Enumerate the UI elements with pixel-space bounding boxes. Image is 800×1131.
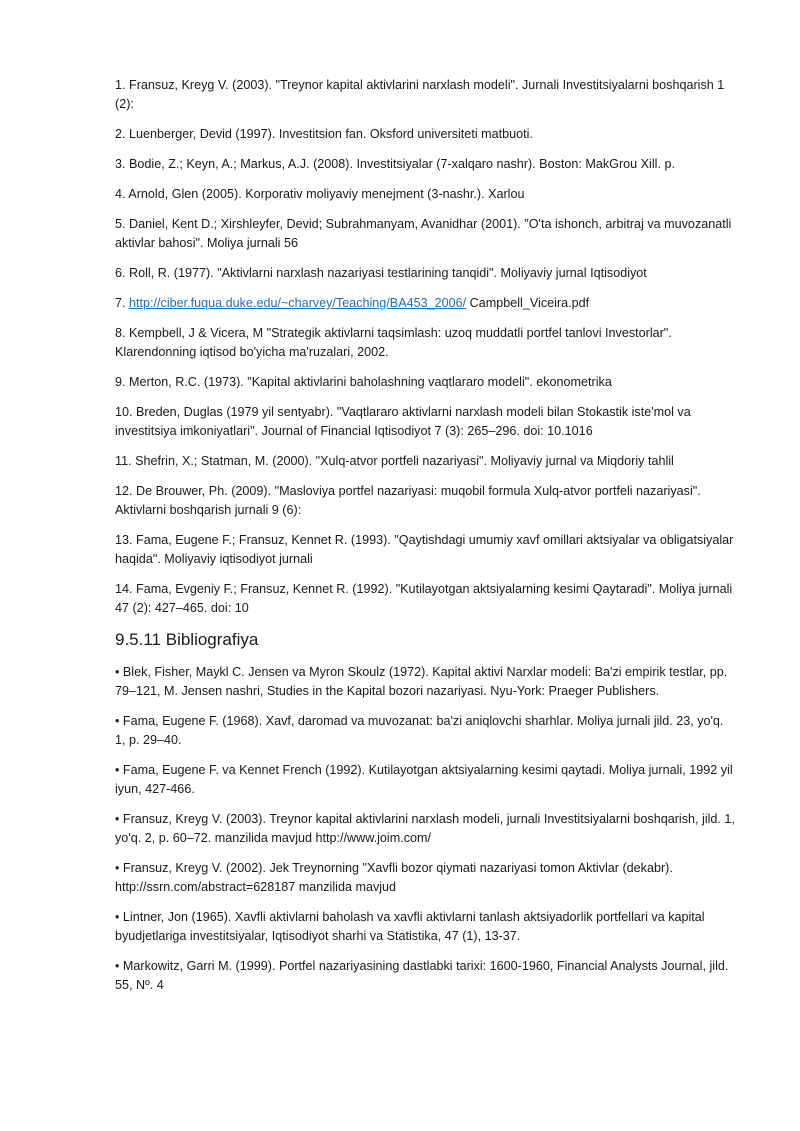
reference-filename: Campbell_Viceira.pdf <box>466 296 590 310</box>
bibliography-item: • Fransuz, Kreyg V. (2003). Treynor kapital aktivlarini narxlash modeli, jurnali Investitsiyalarni boshqarish, jild. 1, yo'q. 2, p. 60–72. manzilida mavjud http://www.joim.com/ <box>115 812 735 845</box>
reference-item: 5. Daniel, Kent D.; Xirshleyfer, Devid; Subrahmanyam, Avanidhar (2001). "O'ta ishonch, arbitraj va muvozanatli aktivlar bahosi". Moliya jurnali 56 <box>115 217 732 250</box>
reference-item: 9. Merton, R.C. (1973). "Kapital aktivlarini baholashning vaqtlararo modeli". ekonometrika <box>115 375 612 389</box>
reference-item: 13. Fama, Eugene F.; Fransuz, Kennet R. (1993). "Qaytishdagi umumiy xavf omillari aktsiyalar va obligatsiyalar haqida". Moliyaviy iqtisodiyot jurnali <box>115 533 734 566</box>
reference-item: 4. Arnold, Glen (2005). Korporativ moliyaviy menejment (3-nashr.). Xarlou <box>115 187 525 201</box>
reference-number: 7. <box>115 296 130 310</box>
reference-item: 12. De Brouwer, Ph. (2009). "Masloviya portfel nazariyasi: muqobil formula Xulq-atvor portfeli nazariyasi". Aktivlarni boshqarish jurnali 9 (6): <box>115 484 701 517</box>
reference-item: 3. Bodie, Z.; Keyn, A.; Markus, A.J. (2008). Investitsiyalar (7-xalqaro nashr). Boston: MakGrou Xill. p. <box>115 157 675 171</box>
bibliography-item: • Fransuz, Kreyg V. (2002). Jek Treynorning "Xavfli bozor qiymati nazariyasi tomon Aktivlar (dekabr). http://ssrn.com/abstract=628187 manzilida mavjud <box>115 861 673 894</box>
bibliography-item: • Blek, Fisher, Maykl C. Jensen va Myron Skoulz (1972). Kapital aktivi Narxlar modeli: Ba'zi empirik testlar, pp. 79–121, M. Jensen nashri, Studies in the Kapital bozori nazariyasi. Nyu-York: Praeger Publishers. <box>115 665 728 698</box>
reference-item: 8. Kempbell, J & Vicera, M "Strategik aktivlarni taqsimlash: uzoq muddatli portfel tanlovi Investorlar". Klarendonning iqtisod bo'yicha ma'ruzalari, 2002. <box>115 326 672 359</box>
bibliography-item: • Markowitz, Garri M. (1999). Portfel nazariyasining dastlabki tarixi: 1600-1960, Financial Analysts Journal, jild. 55, Nº. 4 <box>115 959 729 992</box>
reference-item: 10. Breden, Duglas (1979 yil sentyabr). "Vaqtlararo aktivlarni narxlash modeli bilan Stokastik iste'mol va investitsiya imkoniyatlari". Journal of Financial Iqtisodiyot 7 (3): 265–296. doi: 10.1016 <box>115 405 691 438</box>
reference-item: 1. Fransuz, Kreyg V. (2003). "Treynor kapital aktivlarini narxlash modeli". Jurnali Investitsiyalarni boshqarish 1 (2): <box>115 78 725 111</box>
section-heading: 9.5.11 Bibliografiya <box>115 630 259 649</box>
reference-item: 14. Fama, Evgeniy F.; Fransuz, Kennet R. (1992). "Kutilayotgan aktsiyalarning kesimi Qaytaradi". Moliya jurnali 47 (2): 427–465. doi: 10 <box>115 582 733 615</box>
reference-item-link <box>115 294 735 313</box>
bibliography-item: • Fama, Eugene F. va Kennet French (1992). Kutilayotgan aktsiyalarning kesimi qaytadi. Moliya jurnali, 1992 yil iyun, 427-466. <box>115 763 733 796</box>
bibliography-item: • Fama, Eugene F. (1968). Xavf, daromad va muvozanat: ba'zi aniqlovchi sharhlar. Moliya jurnali jild. 23, yo'q. 1, p. 29–40. <box>115 714 724 747</box>
bibliography-item: • Lintner, Jon (1965). Xavfli aktivlarni baholash va xavfli aktivlarni tanlash aktsiyadorlik portfellari va kapital byudjetlariga investitsiyalar, Iqtisodiyot sharhi va Statistika, 47 (1), 13-37. <box>115 910 705 943</box>
reference-item: 2. Luenberger, Devid (1997). Investitsion fan. Oksford universiteti matbuoti. <box>115 127 533 141</box>
reference-item: 11. Shefrin, X.; Statman, M. (2000). "Xulq-atvor portfeli nazariyasi". Moliyaviy jurnal va Miqdoriy tahlil <box>115 454 674 468</box>
reference-url-link[interactable]: http://ciber.fuqua.duke.edu/~charvey/Teaching/BA453_2006/ <box>129 296 467 310</box>
reference-item: 6. Roll, R. (1977). "Aktivlarni narxlash nazariyasi testlarining tanqidi". Moliyaviy jurnal Iqtisodiyot <box>115 266 647 280</box>
page-content <box>115 76 735 1006</box>
